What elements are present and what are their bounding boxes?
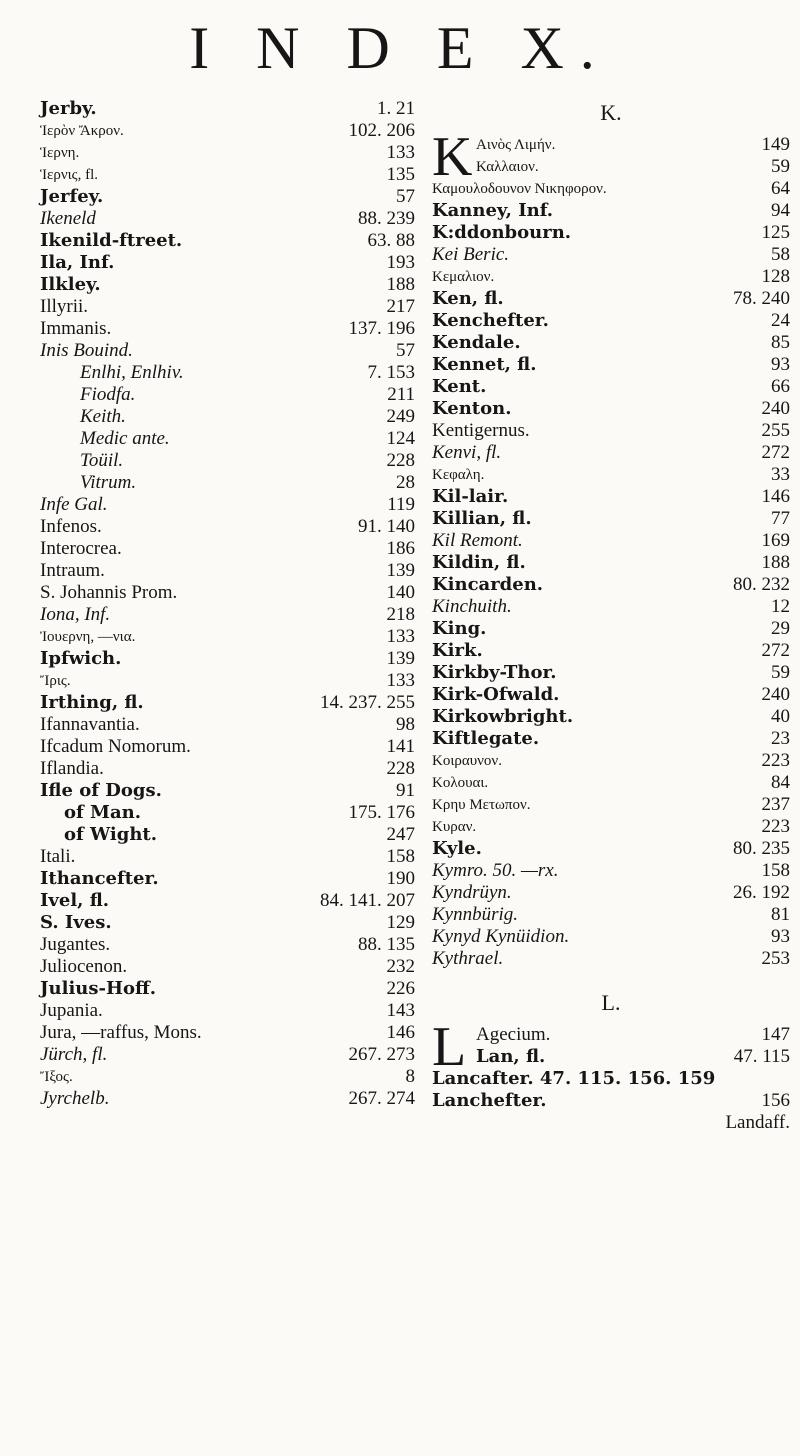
index-entry — [40, 538, 415, 560]
index-term: Ἱερνη. — [40, 145, 80, 161]
index-entry — [432, 640, 790, 662]
index-pages: 64 — [771, 178, 790, 199]
index-term: K:ddonbourn. — [432, 222, 572, 243]
index-entry — [40, 560, 415, 582]
index-pages: 66 — [771, 376, 790, 397]
index-entry — [40, 1022, 415, 1044]
index-pages: 217 — [386, 296, 415, 317]
section-heading-l: L. — [601, 990, 621, 1015]
index-pages: 143 — [386, 1000, 415, 1021]
index-entry — [432, 860, 790, 882]
index-entry — [432, 728, 790, 750]
index-term: Kenvi, fl. — [432, 442, 502, 463]
index-term: Κρηυ Μετωπον. — [432, 797, 531, 813]
index-term: Kentigernus. — [432, 420, 530, 441]
index-pages: 129 — [386, 912, 415, 933]
index-term: Kincarden. — [432, 574, 544, 595]
index-pages: 29 — [771, 618, 790, 639]
index-pages: 146 — [761, 486, 790, 507]
index-entry — [432, 684, 790, 706]
index-pages: 149 — [761, 134, 790, 155]
index-entry — [40, 934, 415, 956]
index-term: Kiftlegate. — [432, 728, 540, 749]
index-pages: 84. 141. 207 — [320, 890, 415, 911]
index-pages: 190 — [386, 868, 415, 889]
index-term: Jerby. — [40, 98, 97, 119]
index-term: Itali. — [40, 846, 76, 867]
index-term: Juliocenon. — [40, 956, 128, 977]
index-pages: Landaff. — [725, 1112, 790, 1133]
index-entry — [432, 178, 790, 200]
index-term: Kent. — [432, 376, 487, 397]
index-pages: 59 — [771, 662, 790, 683]
index-term: Jura, —raffus, Mons. — [40, 1022, 202, 1043]
index-term: Enlhi, Enlhiv. — [80, 362, 184, 383]
index-pages: 24 — [771, 310, 790, 331]
index-term: Intraum. — [40, 560, 105, 581]
index-entry — [40, 1088, 415, 1110]
index-entry — [432, 420, 790, 442]
index-term: Κυραν. — [432, 819, 477, 835]
index-entry — [40, 736, 415, 758]
index-pages: 63. 88 — [367, 230, 415, 251]
index-pages: 175. 176 — [348, 802, 415, 823]
index-term: Kynyd Kynüidion. — [432, 926, 570, 947]
index-entry — [40, 1044, 415, 1066]
index-pages: 93 — [771, 926, 790, 947]
index-entry — [432, 1090, 790, 1112]
index-term: Lan, fl. — [476, 1046, 546, 1067]
index-pages: 119 — [387, 494, 415, 515]
index-pages: 223 — [761, 750, 790, 771]
index-pages: 14. 237. 255 — [320, 692, 415, 713]
index-pages: 58 — [771, 244, 790, 265]
index-pages: 147 — [761, 1024, 790, 1045]
index-term: Interocrea. — [40, 538, 122, 559]
index-pages: 169 — [761, 530, 790, 551]
index-entry — [40, 978, 415, 1000]
section-heading-k: K. — [600, 100, 622, 125]
index-pages: 133 — [386, 670, 415, 691]
index-pages: 267. 273 — [348, 1044, 415, 1065]
index-pages: 267. 274 — [348, 1088, 415, 1109]
index-pages: 28 — [396, 472, 415, 493]
index-entry — [40, 296, 415, 318]
index-term: Kil Remont. — [432, 530, 523, 551]
index-term: Kinchuith. — [432, 596, 512, 617]
index-pages: 91 — [396, 780, 415, 801]
index-entry — [432, 464, 790, 486]
index-term: Jugantes. — [40, 934, 111, 955]
index-entry — [432, 530, 790, 552]
index-entry — [40, 670, 415, 692]
index-pages: 80. 235 — [733, 838, 790, 859]
index-entry — [432, 442, 790, 464]
index-pages: 57 — [396, 340, 415, 361]
index-term: Ila, Inf. — [40, 252, 115, 273]
index-pages: 102. 206 — [348, 120, 415, 141]
right-index-column — [432, 98, 790, 1134]
index-pages: 77 — [771, 508, 790, 529]
index-term: Καλλαιον. — [476, 159, 539, 175]
index-term: Iflandia. — [40, 758, 104, 779]
dropcap-letter-l: L — [432, 1016, 467, 1078]
index-term: Toüil. — [80, 450, 124, 471]
index-pages: 249 — [386, 406, 415, 427]
index-pages: 226 — [386, 978, 415, 999]
index-entry — [40, 1000, 415, 1022]
index-entry — [40, 516, 415, 538]
index-pages: 59 — [771, 156, 790, 177]
index-pages: 141 — [386, 736, 415, 757]
index-entry — [432, 398, 790, 420]
index-pages: 98 — [396, 714, 415, 735]
index-entry — [40, 186, 415, 208]
index-pages: 47. 115 — [733, 1046, 790, 1067]
page-title: I N D E X. — [189, 15, 611, 81]
k-entries — [432, 178, 790, 970]
index-term: Κοιραυνον. — [432, 753, 502, 769]
index-term: Κεμαλιον. — [432, 269, 495, 285]
index-term: Kymro. 50. —rx. — [432, 860, 559, 881]
index-entry — [40, 802, 415, 824]
index-pages: 26. 192 — [733, 882, 790, 903]
index-pages: 1. 21 — [377, 98, 415, 119]
dropcap-entry-k — [432, 126, 790, 188]
index-entry — [40, 428, 415, 450]
index-term: Kildin, fl. — [432, 552, 526, 573]
index-entry — [40, 692, 415, 714]
index-term: Kei Beric. — [432, 244, 510, 265]
index-term: Kennet, fl. — [432, 354, 537, 375]
index-entry — [432, 926, 790, 948]
index-entry — [432, 288, 790, 310]
index-pages: 139 — [386, 648, 415, 669]
index-pages: 91. 140 — [358, 516, 415, 537]
index-pages: 137. 196 — [348, 318, 415, 339]
index-entry — [432, 574, 790, 596]
index-term: Medic ante. — [80, 428, 170, 449]
index-entry — [40, 384, 415, 406]
index-pages: 188 — [761, 552, 790, 573]
index-term: Fiodfa. — [80, 384, 136, 405]
index-term: Irthing, fl. — [40, 692, 144, 713]
index-term: Illyrii. — [40, 296, 89, 317]
index-entry — [432, 1068, 790, 1090]
index-entry — [432, 816, 790, 838]
index-pages: 247 — [386, 824, 415, 845]
index-term: Kenchefter. — [432, 310, 549, 331]
index-pages: 135 — [386, 164, 415, 185]
index-pages: 8 — [405, 1066, 415, 1087]
index-entry — [40, 714, 415, 736]
index-term: Ken, fl. — [432, 288, 504, 309]
index-pages: 223 — [761, 816, 790, 837]
index-pages: 33 — [771, 464, 790, 485]
index-pages: 7. 153 — [367, 362, 415, 383]
index-entry — [40, 494, 415, 516]
l-entries — [432, 1068, 790, 1134]
dropcap-letter-k: K — [432, 126, 473, 188]
index-pages: 240 — [761, 684, 790, 705]
index-pages: 158 — [761, 860, 790, 881]
index-term: Ifle of Dogs. — [40, 780, 162, 801]
index-pages: 85 — [771, 332, 790, 353]
index-entry — [40, 890, 415, 912]
index-entry — [432, 948, 790, 970]
index-pages: 133 — [386, 142, 415, 163]
index-entry — [40, 868, 415, 890]
index-pages: 237 — [761, 794, 790, 815]
index-term: Κεφαλη. — [432, 467, 485, 483]
index-term: Lancafter. 47. 115. 156. 159 — [432, 1068, 716, 1089]
index-pages: 40 — [771, 706, 790, 727]
index-term: Καμουλοδουνον Νικηφορον. — [432, 181, 607, 197]
index-entry — [432, 222, 790, 244]
index-term: Ivel, fl. — [40, 890, 110, 911]
index-pages: 146 — [386, 1022, 415, 1043]
index-term: Inis Bouind. — [40, 340, 133, 361]
index-term: Kirkby-Thor. — [432, 662, 557, 683]
index-term: Infenos. — [40, 516, 102, 537]
left-index-column — [40, 98, 415, 1110]
index-term: Ἴρις. — [40, 673, 71, 689]
index-term: Ikeneld — [40, 208, 96, 229]
index-pages: 193 — [386, 252, 415, 273]
index-term: Keith. — [80, 406, 126, 427]
index-entry — [40, 780, 415, 802]
index-pages: 253 — [761, 948, 790, 969]
index-pages: 84 — [771, 772, 790, 793]
index-pages: 80. 232 — [733, 574, 790, 595]
index-pages: 156 — [761, 1090, 790, 1111]
index-entry — [40, 912, 415, 934]
index-term: of Wight. — [64, 824, 158, 845]
index-pages: 218 — [386, 604, 415, 625]
index-entry — [432, 838, 790, 860]
index-pages: 272 — [761, 442, 790, 463]
index-term: S. Johannis Prom. — [40, 582, 178, 603]
index-entry — [40, 626, 415, 648]
index-term: Kythrael. — [432, 948, 504, 969]
index-entry — [432, 772, 790, 794]
index-entry — [40, 98, 415, 120]
index-pages: 272 — [761, 640, 790, 661]
index-entry — [432, 508, 790, 530]
index-entry — [432, 794, 790, 816]
index-term: Ithancefter. — [40, 868, 159, 889]
index-pages: 211 — [387, 384, 415, 405]
index-term: Kirkowbright. — [432, 706, 574, 727]
index-pages: 93 — [771, 354, 790, 375]
index-entry — [40, 230, 415, 252]
index-entry — [40, 164, 415, 186]
index-term: Kendale. — [432, 332, 521, 353]
index-term: Kynnbürig. — [432, 904, 519, 925]
index-entry — [432, 662, 790, 684]
index-term: Agecium. — [476, 1024, 551, 1045]
index-entry — [432, 354, 790, 376]
index-entry — [432, 750, 790, 772]
index-term: Ikenild-ftreet. — [40, 230, 183, 251]
index-term: Kenton. — [432, 398, 512, 419]
index-entry — [40, 1066, 415, 1088]
index-pages: 133 — [386, 626, 415, 647]
index-entry — [432, 904, 790, 926]
index-pages: 240 — [761, 398, 790, 419]
index-pages: 139 — [386, 560, 415, 581]
index-term: Jupania. — [40, 1000, 103, 1021]
index-pages: 124 — [386, 428, 415, 449]
index-entry — [40, 582, 415, 604]
index-pages: 158 — [386, 846, 415, 867]
index-term: Kanney, Inf. — [432, 200, 554, 221]
index-entry — [40, 142, 415, 164]
index-term: Jerfey. — [40, 186, 104, 207]
index-pages: 81 — [771, 904, 790, 925]
index-entry — [432, 244, 790, 266]
index-entry — [432, 706, 790, 728]
index-term: Infe Gal. — [40, 494, 108, 515]
index-entry — [40, 274, 415, 296]
index-entry — [40, 340, 415, 362]
index-pages: 88. 239 — [358, 208, 415, 229]
index-term: Ἱερὸν Ἄκρον. — [40, 123, 124, 139]
index-term: S. Ives. — [40, 912, 112, 933]
index-entry — [432, 486, 790, 508]
index-pages: 94 — [771, 200, 790, 221]
index-entry — [432, 376, 790, 398]
index-entry — [432, 618, 790, 640]
index-term: Αινὸς Λιμήν. — [476, 137, 556, 153]
index-term: Ἰουερνη, —νια. — [40, 629, 136, 645]
index-term: Ifannavantia. — [40, 714, 140, 735]
index-pages: 125 — [761, 222, 790, 243]
index-entry — [432, 200, 790, 222]
index-term: Kyle. — [432, 838, 482, 859]
index-term: Killian, fl. — [432, 508, 532, 529]
index-entry — [40, 120, 415, 142]
index-term: Lanchefter. — [432, 1090, 547, 1111]
index-pages: 228 — [386, 758, 415, 779]
index-term: Immanis. — [40, 318, 112, 339]
index-entry — [40, 472, 415, 494]
index-term: Iona, Inf. — [40, 604, 111, 625]
index-term: King. — [432, 618, 487, 639]
index-term: Ilkley. — [40, 274, 101, 295]
index-entry — [40, 758, 415, 780]
index-entry — [40, 846, 415, 868]
index-pages: 188 — [386, 274, 415, 295]
index-entry — [40, 604, 415, 626]
index-term: Ἴξος. — [40, 1069, 73, 1085]
index-pages: 57 — [396, 186, 415, 207]
index-term: Vitrum. — [80, 472, 137, 493]
index-pages: 23 — [771, 728, 790, 749]
index-entry — [40, 252, 415, 274]
index-pages: 88. 135 — [358, 934, 415, 955]
index-term: of Man. — [64, 802, 141, 823]
index-pages: 78. 240 — [733, 288, 790, 309]
index-entry — [432, 332, 790, 354]
index-pages: 12 — [771, 596, 790, 617]
index-entry — [40, 318, 415, 340]
index-pages: 232 — [386, 956, 415, 977]
index-entry — [40, 824, 415, 846]
index-pages: 128 — [761, 266, 790, 287]
index-entry — [432, 310, 790, 332]
index-entry — [40, 406, 415, 428]
index-pages: 186 — [386, 538, 415, 559]
index-entry — [432, 596, 790, 618]
dropcap-entry-l — [432, 1016, 790, 1078]
index-entry — [40, 362, 415, 384]
index-entry — [432, 552, 790, 574]
index-term: Ifcadum Nomorum. — [40, 736, 191, 757]
index-entry — [432, 882, 790, 904]
index-term: Kil-lair. — [432, 486, 509, 507]
index-term: Κολουαι. — [432, 775, 489, 791]
index-entry — [40, 956, 415, 978]
index-entry — [432, 266, 790, 288]
index-term: Julius-Hoff. — [40, 978, 157, 999]
index-term: Kirk-Ofwald. — [432, 684, 560, 705]
index-term: Kirk. — [432, 640, 483, 661]
index-term: Ἱερνις, fl. — [40, 167, 99, 183]
index-term: Jürch, fl. — [40, 1044, 108, 1065]
index-entry — [40, 208, 415, 230]
index-term: Jyrchelb. — [40, 1088, 110, 1109]
index-entry — [40, 450, 415, 472]
index-entry — [40, 648, 415, 670]
index-pages: 140 — [386, 582, 415, 603]
index-term: Ipfwich. — [40, 648, 122, 669]
index-pages: 228 — [386, 450, 415, 471]
index-term: Kyndrüyn. — [432, 882, 512, 903]
index-pages: 255 — [761, 420, 790, 441]
index-entry — [432, 1112, 790, 1134]
